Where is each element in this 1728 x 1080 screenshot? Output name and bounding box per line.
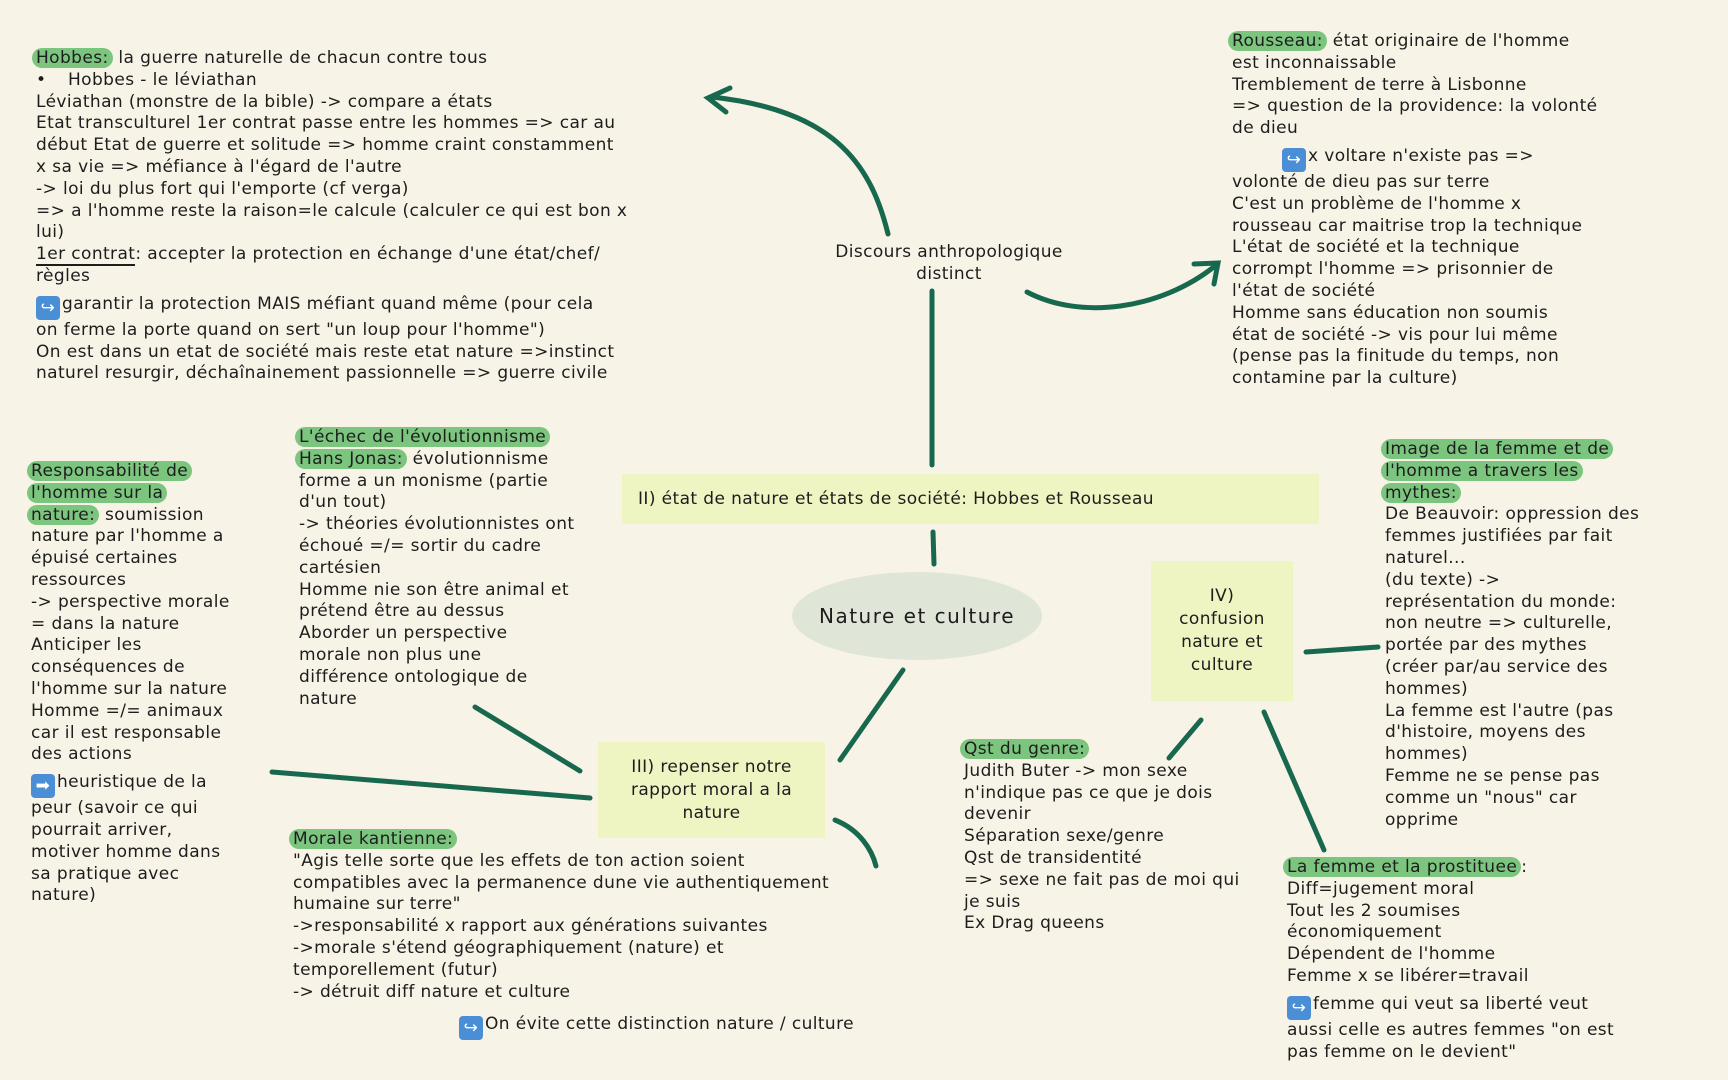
connector-section4-prostituee bbox=[1264, 712, 1324, 850]
section4-title-line: nature et bbox=[1181, 632, 1263, 652]
hobbes-note-line: on ferme la porte quand on sert "un loup pour l'homme") bbox=[36, 319, 546, 340]
connector-section4-mythes bbox=[1306, 647, 1378, 652]
rousseau-line: (pense pas la finitude du temps, non bbox=[1232, 346, 1560, 367]
hobbes-line: début Etat de guerre et solitude => homme craint constamment bbox=[36, 135, 614, 156]
femme-mythes-line: non neutre => culturelle, bbox=[1385, 613, 1613, 634]
connector-discours-hobbes bbox=[712, 97, 888, 234]
right-arrow-icon: ➡ bbox=[31, 774, 55, 798]
responsabilite-note-line: pourrait arriver, bbox=[31, 819, 173, 840]
hobbes-line: Léviathan (monstre de la bible) -> compare a états bbox=[36, 91, 493, 112]
prostituee-heading: La femme et la prostituee bbox=[1283, 857, 1521, 877]
kant-line: -> détruit diff nature et culture bbox=[293, 981, 571, 1002]
kant-line: ->morale s'étend géographiquement (nature) et bbox=[293, 937, 724, 958]
section4-box bbox=[1151, 561, 1293, 701]
femme-mythes-line: naturel... bbox=[1385, 547, 1466, 568]
responsabilite-line: Homme =/= animaux bbox=[31, 700, 224, 721]
genre-heading: Qst du genre: bbox=[960, 739, 1089, 759]
femme-mythes-line: Femme ne se pense pas bbox=[1385, 765, 1600, 786]
evolution-line: Aborder un perspective bbox=[299, 623, 508, 644]
responsabilite-line: -> perspective morale bbox=[31, 591, 230, 612]
connector-center-section2 bbox=[933, 532, 934, 564]
femme-mythes-line: La femme est l'autre (pas bbox=[1385, 700, 1614, 721]
kant-heading: Morale kantienne: bbox=[289, 829, 457, 849]
femme-mythes-line: d'histoire, moyens des bbox=[1385, 722, 1586, 743]
kant-line: compatibles avec la permanence dune vie authentiquement bbox=[293, 872, 830, 893]
rousseau-line: x voltare n'existe pas => bbox=[1308, 145, 1534, 166]
responsabilite-line: ressources bbox=[31, 569, 127, 590]
genre-line: je suis bbox=[964, 891, 1021, 912]
evolution-line: échoué =/= sortir du cadre bbox=[299, 535, 542, 556]
prostituee-line: Femme x se libérer=travail bbox=[1287, 965, 1529, 986]
evolution-line: forme a un monisme (partie bbox=[299, 470, 549, 491]
kant-line: ->responsabilité x rapport aux générations suivantes bbox=[293, 916, 768, 937]
genre-line: Judith Buter -> mon sexe bbox=[964, 760, 1188, 781]
evolution-heading: L'échec de l'évolutionnisme bbox=[295, 427, 550, 447]
discours-line: distinct bbox=[916, 263, 982, 284]
connector-center-section3 bbox=[840, 670, 903, 760]
responsabilite-heading: l'homme sur la bbox=[27, 483, 167, 503]
genre-line: Séparation sexe/genre bbox=[964, 826, 1165, 847]
responsabilite-line: = dans la nature bbox=[31, 613, 180, 634]
hobbes-line: lui) bbox=[36, 222, 65, 243]
section4-title-line: culture bbox=[1190, 655, 1254, 675]
return-arrow-icon: ↪ bbox=[1282, 148, 1306, 172]
genre-line: Ex Drag queens bbox=[964, 913, 1105, 934]
discours-label bbox=[818, 242, 1080, 286]
hobbes-line: x sa vie => méfiance à l'égard de l'autre bbox=[36, 156, 402, 177]
prostituee-note-line: femme qui veut sa liberté veut bbox=[1313, 993, 1589, 1014]
section4-title-line: confusion bbox=[1179, 609, 1265, 629]
femme-mythes-line: portée par des mythes bbox=[1385, 635, 1588, 656]
section3-title-line: III) repenser notre bbox=[631, 756, 792, 777]
responsabilite-line: conséquences de bbox=[31, 657, 185, 678]
femme-mythes-line: femmes justifiées par fait bbox=[1385, 526, 1613, 547]
evolution-block bbox=[299, 427, 574, 710]
hobbes-block bbox=[36, 48, 627, 385]
evolution-line: Homme nie son être animal et bbox=[299, 579, 569, 600]
section3-title-line: nature bbox=[682, 802, 741, 823]
genre-line: => sexe ne fait pas de moi qui bbox=[964, 869, 1240, 890]
kant-note bbox=[459, 1014, 854, 1040]
rousseau-line: rousseau car maitrise trop la technique bbox=[1232, 215, 1583, 236]
kant-line: temporellement (futur) bbox=[293, 959, 498, 980]
evolution-line: évolutionnisme bbox=[406, 448, 549, 469]
section2-box bbox=[622, 474, 1319, 524]
responsabilite-note-line: heuristique de la bbox=[57, 772, 207, 793]
femme-mythes-line: (du texte) -> bbox=[1385, 569, 1501, 590]
discours-line: Discours anthropologique bbox=[835, 242, 1063, 262]
rousseau-heading: Rousseau: bbox=[1228, 31, 1327, 51]
hobbes-line: la guerre naturelle de chacun contre tous bbox=[112, 48, 488, 68]
prostituee-line: Dépendent de l'homme bbox=[1287, 944, 1496, 965]
femme-mythes-line: (créer par/au service des bbox=[1385, 656, 1608, 677]
evolution-line: nature bbox=[299, 688, 358, 709]
responsabilite-heading: nature: bbox=[27, 505, 99, 525]
rousseau-line: L'état de société et la technique bbox=[1232, 237, 1520, 258]
femme-mythes-heading: l'homme a travers les bbox=[1381, 461, 1583, 481]
hobbes-heading: Hobbes: bbox=[32, 48, 113, 68]
evolution-subheading: Hans Jonas: bbox=[295, 449, 407, 469]
prostituee-line: Diff=jugement moral bbox=[1287, 878, 1475, 899]
hobbes-contract-label: 1er contrat bbox=[36, 244, 136, 265]
femme-mythes-heading: mythes: bbox=[1381, 483, 1461, 503]
kant-line: humaine sur terre" bbox=[293, 894, 461, 915]
responsabilite-line: nature par l'homme a bbox=[31, 526, 224, 547]
rousseau-line: Tremblement de terre à Lisbonne bbox=[1232, 74, 1527, 95]
center-node bbox=[792, 572, 1042, 660]
evolution-line: d'un tout) bbox=[299, 492, 387, 513]
return-arrow-icon: ↪ bbox=[1287, 996, 1311, 1020]
prostituee-block bbox=[1287, 857, 1614, 1063]
hobbes-line: -> loi du plus fort qui l'emporte (cf verga) bbox=[36, 178, 409, 199]
hobbes-contract-text: : accepter la protection en échange d'une état/chef/ bbox=[135, 244, 601, 265]
evolution-line: morale non plus une bbox=[299, 644, 482, 665]
responsabilite-line: l'homme sur la nature bbox=[31, 678, 228, 699]
rousseau-line: est inconnaissable bbox=[1232, 52, 1397, 73]
kant-note-text: On évite cette distinction nature / culture bbox=[485, 1014, 854, 1034]
rousseau-line: état de société -> vis pour lui même bbox=[1232, 324, 1558, 345]
connector-section3-responsabilite bbox=[272, 772, 590, 798]
evolution-line: -> théories évolutionnistes ont bbox=[299, 514, 575, 535]
hobbes-bullet-text: Hobbes - le léviathan bbox=[68, 69, 258, 90]
responsabilite-block bbox=[31, 461, 230, 907]
section2-title: II) état de nature et états de société: Hobbes et Rousseau bbox=[638, 488, 1154, 509]
hobbes-line: => a l'homme reste la raison=le calcule (calculer ce qui est bon x bbox=[36, 200, 628, 221]
section3-title-line: rapport moral a la bbox=[630, 779, 793, 800]
rousseau-line: C'est un problème de l'homme x bbox=[1232, 193, 1522, 214]
evolution-line: cartésien bbox=[299, 557, 382, 578]
hobbes-line: règles bbox=[36, 265, 91, 286]
rousseau-line: => question de la providence: la volonté bbox=[1232, 96, 1598, 117]
femme-mythes-line: opprime bbox=[1385, 809, 1459, 830]
rousseau-line: l'état de société bbox=[1232, 280, 1376, 301]
femme-mythes-heading: Image de la femme et de bbox=[1381, 439, 1613, 459]
responsabilite-line: Anticiper les bbox=[31, 635, 142, 656]
center-title: Nature et culture bbox=[818, 604, 1016, 628]
connector-section3-kant bbox=[835, 820, 876, 866]
prostituee-line: économiquement bbox=[1287, 922, 1442, 943]
connector-section3-evolution bbox=[475, 707, 580, 771]
kant-block bbox=[293, 829, 829, 1003]
genre-line: n'indique pas ce que je dois bbox=[964, 782, 1213, 803]
prostituee-line: Tout les 2 soumises bbox=[1287, 900, 1461, 921]
responsabilite-heading: Responsabilité de bbox=[27, 461, 192, 481]
responsabilite-note-line: nature) bbox=[31, 885, 97, 906]
prostituee-heading-rest: : bbox=[1521, 857, 1528, 877]
genre-line: Qst de transidentité bbox=[964, 847, 1142, 868]
return-arrow-icon: ↪ bbox=[36, 296, 60, 320]
prostituee-note-line: pas femme on le devient" bbox=[1287, 1041, 1517, 1062]
femme-mythes-line: De Beauvoir: oppression des bbox=[1385, 504, 1640, 525]
rousseau-line: Homme sans éducation non soumis bbox=[1232, 302, 1549, 323]
hobbes-note-line: naturel resurgir, déchaînainement passionnelle => guerre civile bbox=[36, 363, 608, 384]
femme-mythes-line: hommes) bbox=[1385, 744, 1469, 765]
genre-line: devenir bbox=[964, 804, 1032, 825]
evolution-line: prétend être au dessus bbox=[299, 601, 505, 622]
hobbes-note-line: On est dans un etat de société mais reste etat nature =>instinct bbox=[36, 341, 615, 362]
rousseau-line: volonté de dieu pas sur terre bbox=[1232, 171, 1490, 192]
section4-title-line: IV) bbox=[1209, 586, 1235, 606]
return-arrow-icon: ↪ bbox=[459, 1016, 483, 1040]
section3-box bbox=[598, 742, 825, 838]
hobbes-line: Etat transculturel 1er contrat passe entre les hommes => car au bbox=[36, 113, 616, 134]
femme-mythes-line: représentation du monde: bbox=[1385, 591, 1617, 612]
responsabilite-line: des actions bbox=[31, 744, 133, 765]
rousseau-line: de dieu bbox=[1232, 118, 1299, 139]
responsabilite-note-line: peur (savoir ce qui bbox=[31, 798, 198, 819]
evolution-line: différence ontologique de bbox=[299, 666, 528, 687]
rousseau-line: état originaire de l'homme bbox=[1326, 31, 1570, 51]
kant-line: "Agis telle sorte que les effets de ton action soient bbox=[293, 850, 745, 871]
femme-mythes-line: comme un "nous" car bbox=[1385, 787, 1577, 808]
responsabilite-line: car il est responsable bbox=[31, 722, 222, 743]
rousseau-line: corrompt l'homme => prisonnier de bbox=[1232, 259, 1554, 280]
hobbes-note-line: garantir la protection MAIS méfiant quand même (pour cela bbox=[62, 293, 594, 314]
prostituee-note-line: aussi celle es autres femmes "on est bbox=[1287, 1019, 1615, 1040]
femme-mythes-block bbox=[1385, 439, 1639, 831]
responsabilite-line: épuisé certaines bbox=[31, 548, 178, 569]
responsabilite-note-line: motiver homme dans bbox=[31, 841, 221, 862]
responsabilite-line: soumission bbox=[99, 504, 204, 525]
femme-mythes-line: hommes) bbox=[1385, 678, 1469, 699]
genre-block bbox=[964, 739, 1240, 935]
responsabilite-note-line: sa pratique avec bbox=[31, 863, 180, 884]
rousseau-block bbox=[1232, 31, 1598, 390]
bullet-icon: • bbox=[36, 69, 47, 90]
rousseau-line: contamine par la culture) bbox=[1232, 368, 1458, 389]
